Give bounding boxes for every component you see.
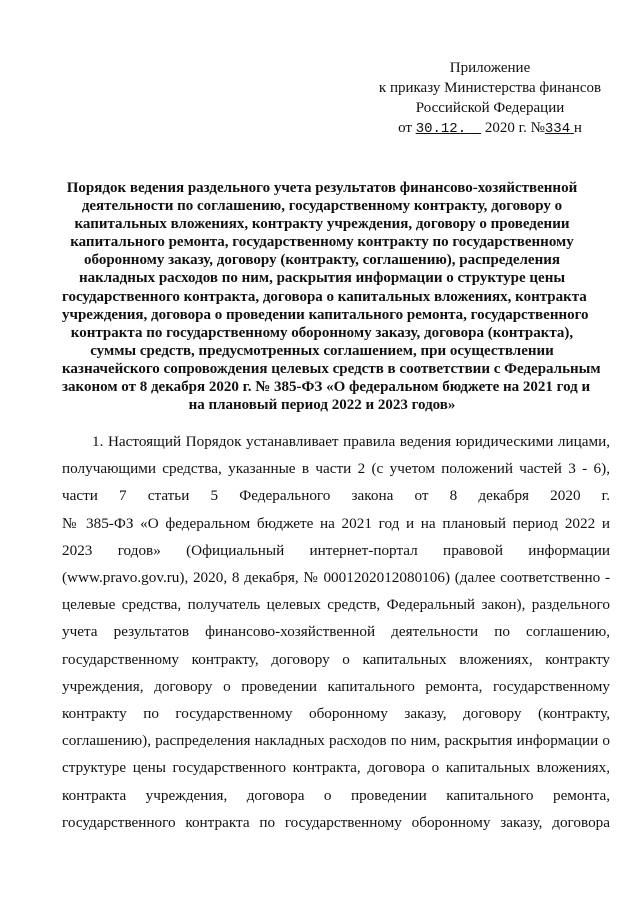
body-line: получающими средства, указанные в части 2 (с учетом положений частей 3 - 6), — [62, 460, 610, 478]
order-year: 2020 г. № — [484, 120, 545, 136]
body-line: 1. Настоящий Порядок устанавливает правила ведения юридическими лицами, — [92, 433, 610, 450]
title-line: оборонному заказу, договору (контракту, соглашению), распределения — [84, 252, 560, 269]
paragraph-1 — [62, 428, 610, 836]
body-line: (www.pravo.gov.ru), 2020, 8 декабря, № 0001202012080106) (далее соответственно - — [62, 569, 610, 587]
title-line: казначейского сопровождения целевых средств в соответствии с Федеральным — [62, 360, 601, 377]
title-line: законом от 8 декабря 2020 г. № 385-ФЗ «О федеральном бюджете на 2021 год и — [62, 379, 591, 396]
appendix-ministry: Российской Федерации — [415, 100, 565, 116]
body-line: № 385-ФЗ «О федеральном бюджете на 2021 год и на плановый период 2022 и — [62, 514, 610, 532]
body-line: структуре цены государственного контракта, договора о капитальных вложениях, — [62, 759, 610, 777]
title-line: учреждения, договора о проведении капитального ремонта, государственного — [62, 306, 589, 323]
body-line: части 7 статьи 5 Федерального закона от 8 декабря 2020 г. — [62, 487, 610, 505]
body-line: 2023 годов» (Официальный интернет-портал правовой информации — [62, 541, 610, 559]
document-title — [62, 179, 601, 414]
body-line: государственного контракта по государственному оборонному заказу, договора — [62, 813, 610, 831]
appendix-order-ref: к приказу Министерства финансов — [378, 80, 602, 96]
title-line: Порядок ведения раздельного учета результатов финансово-хозяйственной — [66, 180, 578, 196]
body-line: контракту по государственному оборонному заказу, договору (контракту, — [62, 705, 610, 723]
order-date: 30.12. — [415, 121, 467, 137]
title-line: деятельности по соглашению, государственному контракту, договору о — [81, 198, 563, 215]
title-line: капитальных вложениях, контракту учреждения, договору о проведении — [74, 216, 570, 233]
body-line: учреждения, договору о проведении капитального ремонта, государственному — [62, 677, 610, 695]
title-line: суммы средств, предусмотренных соглашением, при осуществлении — [90, 342, 554, 359]
body-line: соглашению), распределения накладных расходов по ним, раскрытия информации о — [62, 732, 610, 750]
appendix-label: Приложение — [449, 60, 531, 76]
title-line: накладных расходов по ним, раскрытия информации о структуре цены — [78, 270, 566, 287]
title-line: государственного контракта, договора о капитальных вложениях, контракта — [62, 288, 587, 305]
body-line: контракта учреждения, договора о проведении капитального ремонта, — [62, 786, 610, 804]
title-line: капитального ремонта, государственному контракту по государственному — [70, 234, 574, 251]
appendix-header — [360, 58, 620, 139]
body-line: государственному контракту, договору о капитальных вложениях, контракту — [62, 650, 610, 668]
title-line: на плановый период 2022 и 2023 годов» — [188, 397, 456, 414]
order-number: 334 — [544, 121, 571, 137]
order-suffix: н — [573, 120, 582, 136]
body-line: целевые средства, получатель целевых средств, Федеральный закон), раздельного — [62, 596, 610, 614]
appendix-order-details — [360, 118, 620, 139]
order-prefix: от — [398, 120, 416, 136]
title-line: контракта по государственному оборонному заказу, договора (контракта), — [70, 324, 574, 341]
body-line: учета результатов финансово-хозяйственной деятельности по соглашению, — [62, 623, 610, 641]
